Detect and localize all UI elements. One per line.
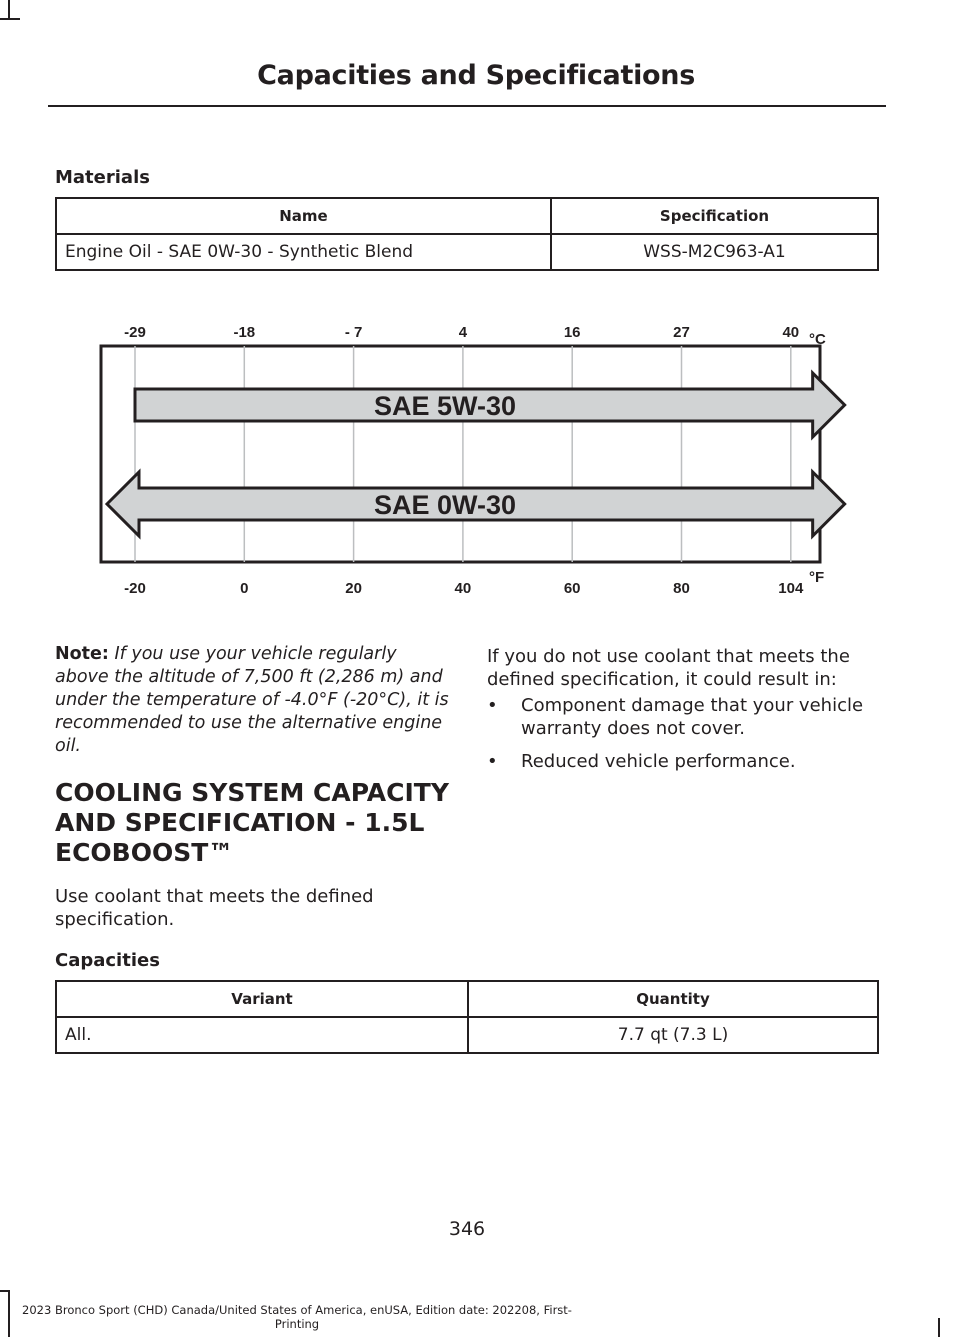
table-cell: WSS-M2C963-A1 bbox=[551, 234, 878, 270]
table-cell: 7.7 qt (7.3 L) bbox=[468, 1017, 878, 1053]
crop-mark bbox=[8, 0, 10, 20]
list-item bbox=[487, 694, 887, 740]
list-item bbox=[487, 750, 887, 773]
note-prefix: Note: bbox=[55, 644, 109, 664]
cooling-heading-line: COOLING SYSTEM CAPACITY bbox=[55, 778, 449, 807]
top-tick-label: -29 bbox=[124, 324, 146, 341]
table-cell: Engine Oil - SAE 0W-30 - Synthetic Blend bbox=[56, 234, 551, 270]
materials-label: Materials bbox=[55, 167, 150, 188]
bottom-tick-label: 0 bbox=[240, 580, 249, 597]
crop-mark bbox=[0, 1290, 10, 1292]
celsius-unit-label: °C bbox=[809, 331, 826, 348]
top-tick-label: 4 bbox=[458, 324, 468, 341]
oil-viscosity-chart bbox=[95, 310, 855, 605]
cooling-heading bbox=[55, 778, 455, 868]
top-tick-label: - 7 bbox=[344, 324, 363, 341]
footer-text: 2023 Bronco Sport (CHD) Canada/United States of America, enUSA, Edition date: 202208, First-Printing bbox=[22, 1303, 572, 1331]
top-tick-label: 27 bbox=[673, 324, 690, 341]
capacities-label: Capacities bbox=[55, 950, 160, 971]
top-tick-label: 40 bbox=[782, 324, 800, 341]
crop-mark bbox=[0, 18, 20, 20]
table-row bbox=[56, 234, 878, 270]
bullet-glyph: • bbox=[487, 695, 498, 716]
bottom-tick-label: 80 bbox=[673, 580, 690, 597]
page-title: Capacities and Specifications bbox=[257, 60, 695, 91]
header-rule bbox=[48, 105, 886, 107]
table-header-row bbox=[56, 981, 878, 1017]
series-label: SAE 0W-30 bbox=[373, 490, 517, 520]
list-item-text: Component damage that your vehicle warranty does not cover. bbox=[521, 695, 864, 739]
coolant-warning-intro: If you do not use coolant that meets the defined specification, it could result in: bbox=[487, 646, 850, 690]
note-paragraph bbox=[55, 643, 450, 758]
table-cell: All. bbox=[56, 1017, 468, 1053]
bullet-glyph: • bbox=[487, 751, 498, 772]
table-header-row bbox=[56, 198, 878, 234]
bottom-tick-label: 40 bbox=[454, 580, 472, 597]
consequence-list bbox=[487, 694, 887, 783]
series-label: SAE 5W-30 bbox=[373, 391, 517, 421]
list-item-text: Reduced vehicle performance. bbox=[521, 751, 796, 772]
bottom-tick-label: 104 bbox=[778, 580, 804, 597]
column-header: Quantity bbox=[468, 981, 878, 1017]
cooling-heading-line: ECOBOOST™ bbox=[55, 838, 234, 867]
column-header: Name bbox=[56, 198, 551, 234]
note-text: If you use your vehicle regularly above the altitude of 7,500 ft (2,286 m) and under the temperature of -4.0°F (-20°C), it is recommended to use the alternative engine oil. bbox=[55, 644, 449, 756]
page-number: 346 bbox=[448, 1218, 486, 1240]
cooling-body: Use coolant that meets the defined specification. bbox=[55, 886, 374, 930]
top-tick-label: -18 bbox=[233, 324, 256, 341]
table-row bbox=[56, 1017, 878, 1053]
capacities-table bbox=[55, 980, 879, 1054]
cooling-heading-line: AND SPECIFICATION - 1.5L bbox=[55, 808, 425, 837]
top-tick-label: 16 bbox=[563, 324, 581, 341]
bottom-tick-label: -20 bbox=[124, 580, 146, 597]
column-header: Variant bbox=[56, 981, 468, 1017]
column-header: Specification bbox=[551, 198, 878, 234]
bottom-tick-label: 60 bbox=[563, 580, 581, 597]
materials-table bbox=[55, 197, 879, 271]
bottom-tick-label: 20 bbox=[345, 580, 362, 597]
fahrenheit-unit-label: °F bbox=[809, 569, 825, 586]
chart-frame bbox=[101, 346, 820, 562]
crop-mark bbox=[938, 1318, 940, 1337]
